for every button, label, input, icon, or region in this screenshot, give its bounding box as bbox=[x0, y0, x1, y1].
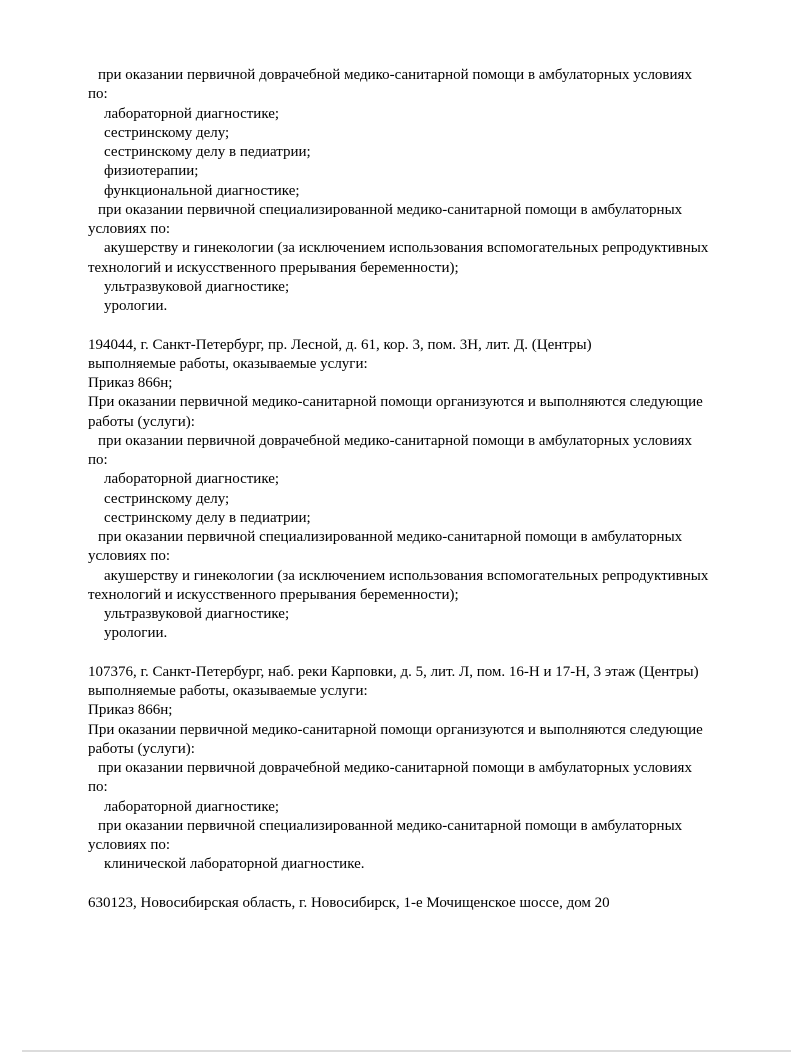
document-line: ультразвуковой диагностике; bbox=[104, 606, 290, 622]
document-line: при оказании первичной доврачебной медико-санитарной помощи в амбулаторных условиях bbox=[98, 760, 692, 776]
document-line: сестринскому делу; bbox=[104, 124, 230, 141]
document-line: лабораторной диагностике; bbox=[104, 798, 280, 815]
document-line: выполняемые работы, оказываемые услуги: bbox=[88, 683, 368, 699]
document-line: сестринскому делу в педиатрии; bbox=[104, 144, 311, 160]
document-line: работы (услуги): bbox=[88, 740, 195, 757]
document-line: физиотерапии; bbox=[104, 163, 199, 180]
bottom-divider bbox=[22, 1050, 791, 1052]
document-line: по: bbox=[88, 779, 108, 796]
document-line: акушерству и гинекологии (за исключением использования вспомогательных репродуктивных bbox=[104, 240, 709, 257]
document-line: функциональной диагностике; bbox=[104, 182, 300, 199]
document-line: клинической лабораторной диагностике. bbox=[104, 856, 365, 873]
document-line: при оказании первичной доврачебной медико-санитарной помощи в амбулаторных условиях bbox=[98, 432, 692, 449]
document-line: условиях по: bbox=[88, 221, 171, 237]
blank-line bbox=[0, 875, 791, 894]
document-line: При оказании первичной медико-санитарной помощи организуются и выполняются следующие bbox=[88, 394, 703, 411]
document-line: работы (услуги): bbox=[88, 413, 195, 430]
blank-line bbox=[0, 316, 791, 335]
document-line: 194044, г. Санкт-Петербург, пр. Лесной, д. 61, кор. 3, пом. 3Н, лит. Д. (Центры) bbox=[88, 336, 592, 353]
document-line: технологий и искусственного прерывания беременности); bbox=[88, 586, 459, 603]
document-line: При оказании первичной медико-санитарной помощи организуются и выполняются следующие bbox=[88, 721, 703, 738]
document-line: по: bbox=[88, 86, 108, 103]
document-line: сестринскому делу; bbox=[104, 490, 230, 507]
document-line: выполняемые работы, оказываемые услуги: bbox=[88, 355, 368, 372]
document-line: акушерству и гинекологии (за исключением использования вспомогательных репродуктивных bbox=[104, 567, 709, 584]
blank-line bbox=[0, 644, 791, 663]
document-line: лабораторной диагностике; bbox=[104, 105, 280, 122]
document-line: по: bbox=[88, 452, 108, 468]
document-line: при оказании первичной специализированной медико-санитарной помощи в амбулаторных bbox=[98, 201, 683, 218]
document-line: 107376, г. Санкт-Петербург, наб. реки Карповки, д. 5, лит. Л, пом. 16-Н и 17-Н, 3 этаж (Центры) bbox=[88, 663, 699, 680]
document-line: технологий и искусственного прерывания беременности); bbox=[88, 259, 459, 276]
document-line: условиях по: bbox=[88, 548, 171, 565]
document-line: при оказании первичной специализированной медико-санитарной помощи в амбулаторных bbox=[98, 529, 683, 545]
document-line: урологии. bbox=[104, 625, 168, 642]
document-line: 630123, Новосибирская область, г. Новосибирск, 1-е Мочищенское шоссе, дом 20 bbox=[88, 894, 610, 911]
document-line: при оказании первичной специализированной медико-санитарной помощи в амбулаторных bbox=[98, 817, 683, 834]
document-line: сестринскому делу в педиатрии; bbox=[104, 509, 311, 526]
document-line: при оказании первичной доврачебной медико-санитарной помощи в амбулаторных условиях bbox=[98, 67, 692, 83]
document-page bbox=[0, 66, 791, 913]
document-line: лабораторной диагностике; bbox=[104, 471, 280, 488]
document-line: условиях по: bbox=[88, 837, 171, 853]
document-line: Приказ 866н; bbox=[88, 702, 173, 719]
document-line: ультразвуковой диагностике; bbox=[104, 278, 290, 295]
document-line: урологии. bbox=[104, 298, 168, 314]
document-line: Приказ 866н; bbox=[88, 375, 173, 391]
